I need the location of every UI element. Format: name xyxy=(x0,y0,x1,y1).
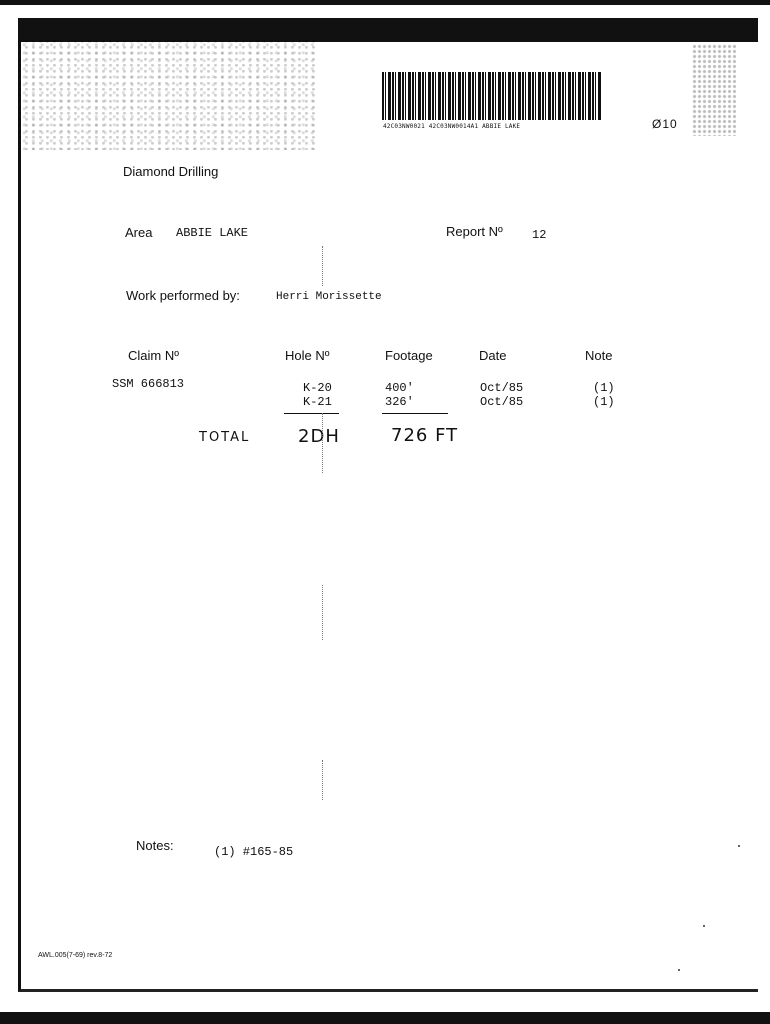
report-number-value: 12 xyxy=(532,228,547,242)
table-row-date: Oct/85 xyxy=(480,395,524,409)
scan-bottom-edge xyxy=(0,1012,770,1024)
report-number-label: Report Nº xyxy=(446,224,503,239)
total-footage-handwritten: 726 FT xyxy=(391,425,459,446)
claim-number-value: SSM 666813 xyxy=(112,377,185,391)
column-note: Note xyxy=(585,348,613,363)
scan-top-edge xyxy=(0,0,770,5)
table-row-hole: K-21 xyxy=(303,395,332,409)
work-performed-value: Herri Morissette xyxy=(276,291,382,303)
fold-line xyxy=(322,246,323,286)
table-row-date: Oct/85 xyxy=(480,381,524,395)
scan-speck xyxy=(738,845,740,847)
table-row-footage: 326' xyxy=(385,395,414,409)
fold-line xyxy=(322,585,323,640)
document-number: Ø10 xyxy=(652,117,678,131)
form-code: AWL.005(7-69) rev.8-72 xyxy=(38,952,113,959)
column-footage: Footage xyxy=(385,348,433,363)
scan-speck xyxy=(703,925,705,927)
column-claim-number: Claim Nº xyxy=(128,348,179,363)
scan-noise-area xyxy=(18,40,318,150)
fold-line xyxy=(322,413,323,473)
notes-value: (1) #165-85 xyxy=(214,845,294,859)
barcode-text: 42C03NW0021 42C03NW0014A1 ABBIE LAKE xyxy=(383,123,521,130)
table-row-hole: K-20 xyxy=(303,381,332,395)
scan-noise-area xyxy=(692,44,736,136)
table-row-footage: 400' xyxy=(385,381,414,395)
notes-label: Notes: xyxy=(136,838,174,853)
table-row-note: (1) xyxy=(593,395,615,409)
document-title: Diamond Drilling xyxy=(123,164,219,179)
fold-line xyxy=(322,760,323,800)
total-underline-footage xyxy=(382,413,448,414)
total-holes-handwritten: 2DH xyxy=(298,426,340,447)
column-date: Date xyxy=(479,348,507,363)
table-row-note: (1) xyxy=(593,381,615,395)
column-hole-number: Hole Nº xyxy=(285,348,330,363)
work-performed-label: Work performed by: xyxy=(126,288,240,303)
area-value: ABBIE LAKE xyxy=(176,226,249,240)
area-label: Area xyxy=(125,225,153,240)
total-underline-holes xyxy=(284,413,339,414)
total-label-handwritten: TOTAL xyxy=(199,430,251,445)
barcode-image xyxy=(382,72,602,120)
scan-speck xyxy=(678,969,680,971)
